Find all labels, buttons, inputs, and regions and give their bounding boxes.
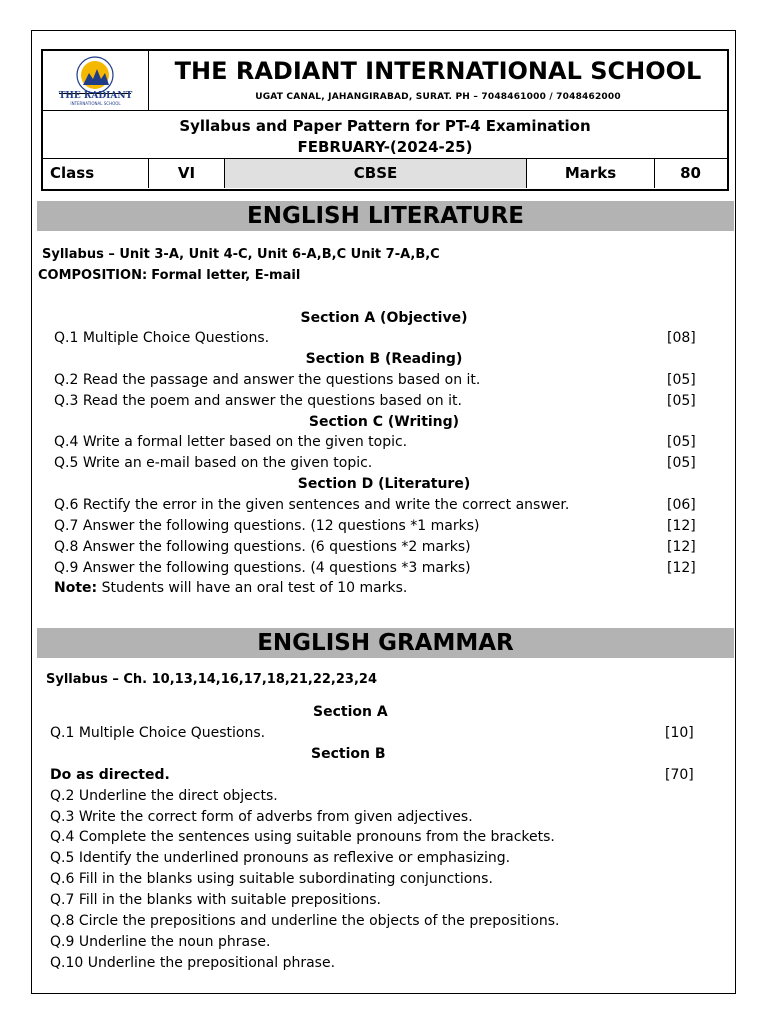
composition-label: COMPOSITION:	[38, 268, 148, 283]
grammar-q1: Q.1 Multiple Choice Questions.	[50, 725, 266, 741]
marks-label: Marks	[527, 159, 655, 188]
do-as-directed-marks: [70]	[665, 767, 694, 783]
grammar-item: Q.10 Underline the prepositional phrase.	[50, 955, 336, 971]
lit-marks: [12]	[667, 539, 696, 555]
composition-value: Formal letter, E-mail	[151, 268, 301, 283]
lit-marks: [08]	[667, 330, 696, 346]
class-label: Class	[43, 159, 149, 188]
grammar-item: Q.5 Identify the underlined pronouns as reflexive or emphasizing.	[50, 850, 511, 866]
grammar-item: Q.7 Fill in the blanks with suitable prepositions.	[50, 892, 381, 908]
syllabus-title: Syllabus and Paper Pattern for PT-4 Examination	[179, 117, 591, 135]
grammar-item: Q.8 Circle the prepositions and underline the objects of the prepositions.	[50, 913, 560, 929]
note-label: Note:	[54, 580, 98, 596]
lit-marks: [05]	[667, 372, 696, 388]
board-cell: CBSE	[225, 159, 527, 188]
class-value: VI	[149, 159, 225, 188]
lit-question: Q.3 Read the poem and answer the questions based on it.	[54, 393, 462, 409]
lit-marks: [05]	[667, 434, 696, 450]
school-address: UGAT CANAL, JAHANGIRABAD, SURAT. PH – 7048461000 / 7048462000	[255, 92, 621, 102]
logo-subtext: INTERNATIONAL SCHOOL	[70, 101, 121, 106]
school-name: THE RADIANT INTERNATIONAL SCHOOL	[174, 57, 702, 85]
lit-question: Q.5 Write an e-mail based on the given topic.	[54, 455, 373, 471]
exam-title-row	[43, 110, 727, 158]
school-name-row	[149, 51, 727, 110]
logo-text: THE RADIANT	[58, 91, 133, 101]
lit-question: Q.7 Answer the following questions. (12 questions *1 marks)	[54, 518, 480, 534]
logo-cell	[43, 51, 149, 110]
lit-marks: [12]	[667, 518, 696, 534]
literature-heading: ENGLISH LITERATURE	[37, 201, 734, 231]
do-as-directed: Do as directed.	[50, 767, 170, 783]
lit-question: Q.4 Write a formal letter based on the given topic.	[54, 434, 408, 450]
lit-question: Q.6 Rectify the error in the given sentences and write the correct answer.	[54, 497, 570, 513]
grammar-item: Q.2 Underline the direct objects.	[50, 788, 278, 804]
lit-marks: [05]	[667, 455, 696, 471]
grammar-heading: ENGLISH GRAMMAR	[37, 628, 734, 658]
lit-question: Q.2 Read the passage and answer the questions based on it.	[54, 372, 481, 388]
lit-section-d: Section D (Literature)	[297, 476, 471, 492]
note-line	[54, 580, 407, 596]
lit-section-c: Section C (Writing)	[308, 414, 460, 430]
note-text: Students will have an oral test of 10 marks.	[101, 580, 408, 596]
lit-marks: [06]	[667, 497, 696, 513]
grammar-syllabus: Syllabus – Ch. 10,13,14,16,17,18,21,22,23,24	[46, 672, 377, 687]
grammar-item: Q.3 Write the correct form of adverbs from given adjectives.	[50, 809, 473, 825]
grammar-item: Q.6 Fill in the blanks using suitable subordinating conjunctions.	[50, 871, 493, 887]
lit-question: Q.9 Answer the following questions. (4 questions *3 marks)	[54, 560, 471, 576]
lit-section-a: Section A (Objective)	[300, 310, 468, 326]
marks-value: 80	[680, 164, 701, 182]
school-header-table	[41, 49, 729, 191]
grammar-item: Q.9 Underline the noun phrase.	[50, 934, 271, 950]
lit-marks: [12]	[667, 560, 696, 576]
grammar-section-b: Section B	[311, 746, 386, 762]
grammar-item: Q.4 Complete the sentences using suitable pronouns from the brackets.	[50, 829, 555, 845]
grammar-q1-marks: [10]	[665, 725, 694, 741]
lit-section-b: Section B (Reading)	[305, 351, 463, 367]
class-info-row	[43, 158, 727, 188]
composition-line	[38, 268, 300, 283]
grammar-section-a: Section A	[313, 704, 388, 720]
literature-syllabus: Syllabus – Unit 3-A, Unit 4-C, Unit 6-A,B,C Unit 7-A,B,C	[42, 247, 440, 262]
lit-question: Q.1 Multiple Choice Questions.	[54, 330, 270, 346]
lit-marks: [05]	[667, 393, 696, 409]
lit-question: Q.8 Answer the following questions. (6 questions *2 marks)	[54, 539, 471, 555]
exam-period: FEBRUARY-(2024-25)	[297, 138, 473, 156]
